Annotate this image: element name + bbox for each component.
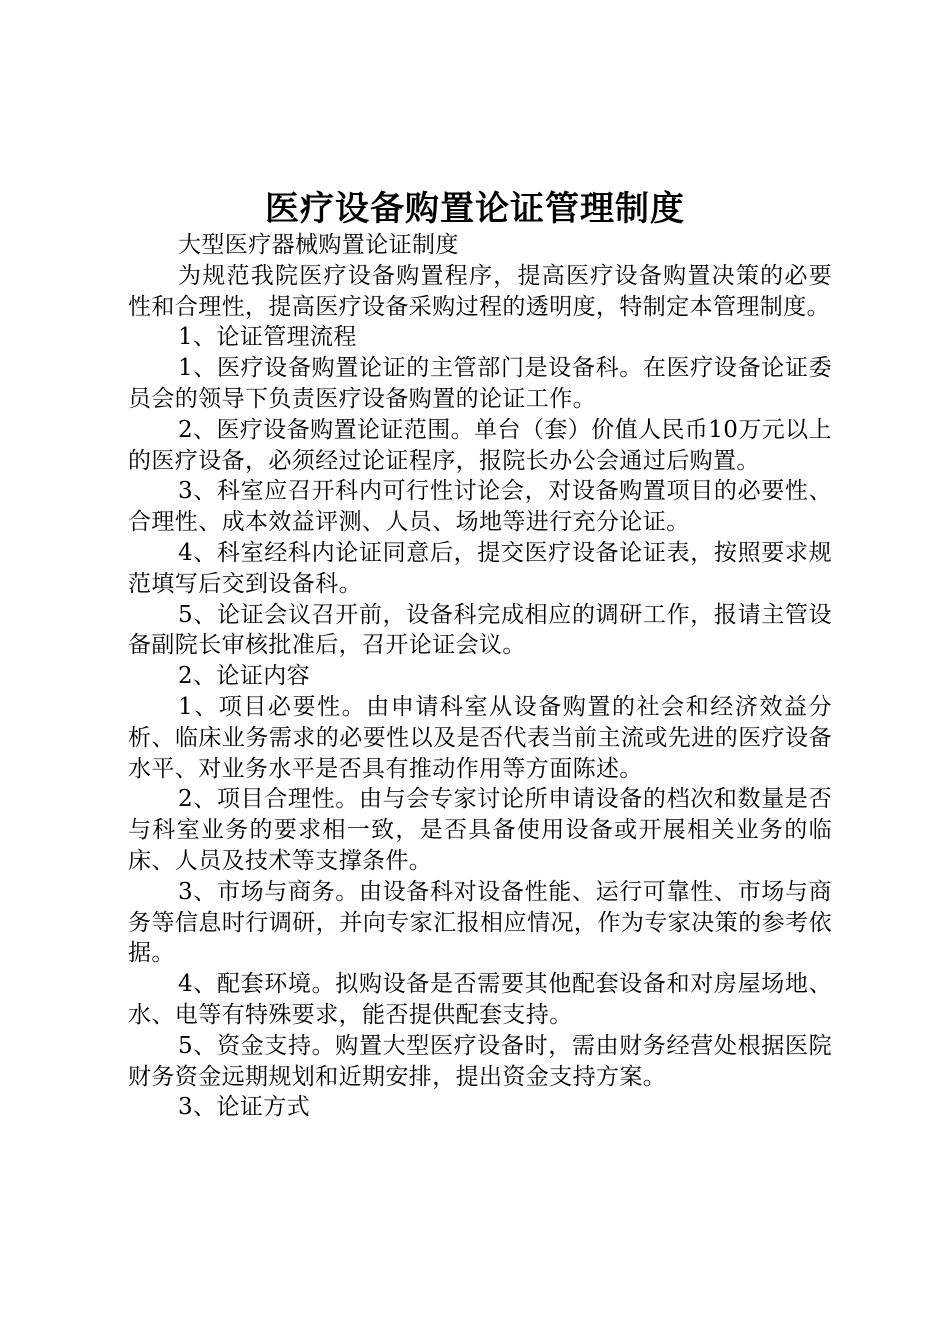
document-title: 医疗设备购置论证管理制度 bbox=[265, 189, 685, 229]
paragraph: 2、项目合理性。由与会专家讨论所申请设备的档次和数量是否与科室业务的要求相一致，是否具备使用设备或开展相关业务的临床、人员及技术等支撑条件。 bbox=[128, 786, 832, 874]
document-body bbox=[128, 230, 832, 1123]
paragraph: 1、医疗设备购置论证的主管部门是设备科。在医疗设备论证委员会的领导下负责医疗设备购置的论证工作。 bbox=[128, 355, 832, 412]
section-heading-method: 3、论证方式 bbox=[178, 1094, 311, 1121]
paragraph: 5、论证会议召开前，设备科完成相应的调研工作，报请主管设备副院长审核批准后，召开论证会议。 bbox=[128, 601, 832, 659]
paragraph: 3、市场与商务。由设备科对设备性能、运行可靠性、市场与商务等信息时行调研，并向专家汇报相应情况，作为专家决策的参考依据。 bbox=[128, 878, 832, 967]
paragraph: 4、科室经科内论证同意后，提交医疗设备论证表，按照要求规范填写后交到设备科。 bbox=[128, 539, 832, 597]
paragraph: 1、项目必要性。由申请科室从设备购置的社会和经济效益分析、临床业务需求的必要性以及是否代表当前主流或先进的医疗设备水平、对业务水平是否具有推动作用等方面陈述。 bbox=[128, 693, 832, 782]
paragraph-intro: 为规范我院医疗设备购置程序，提高医疗设备购置决策的必要性和合理性，提高医疗设备采购过程的透明度，特制定本管理制度。 bbox=[128, 262, 832, 320]
paragraph: 4、配套环境。拟购设备是否需要其他配套设备和对房屋场地、水、电等有特殊要求，能否提供配套支持。 bbox=[128, 971, 832, 1028]
paragraph-subtitle: 大型医疗器械购置论证制度 bbox=[178, 232, 459, 258]
paragraph: 2、医疗设备购置论证范围。单台（套）价值人民币10万元以上的医疗设备，必须经过论证程序，报院长办公会通过后购置。 bbox=[128, 416, 832, 474]
section-heading-content: 2、论证内容 bbox=[178, 663, 311, 690]
paragraph: 3、科室应召开科内可行性讨论会，对设备购置项目的必要性、合理性、成本效益评测、人员、场地等进行充分论证。 bbox=[128, 478, 832, 536]
section-heading-process: 1、论证管理流程 bbox=[178, 324, 357, 351]
paragraph: 5、资金支持。购置大型医疗设备时，需由财务经营处根据医院财务资金远期规划和近期安排，提出资金支持方案。 bbox=[128, 1032, 832, 1090]
